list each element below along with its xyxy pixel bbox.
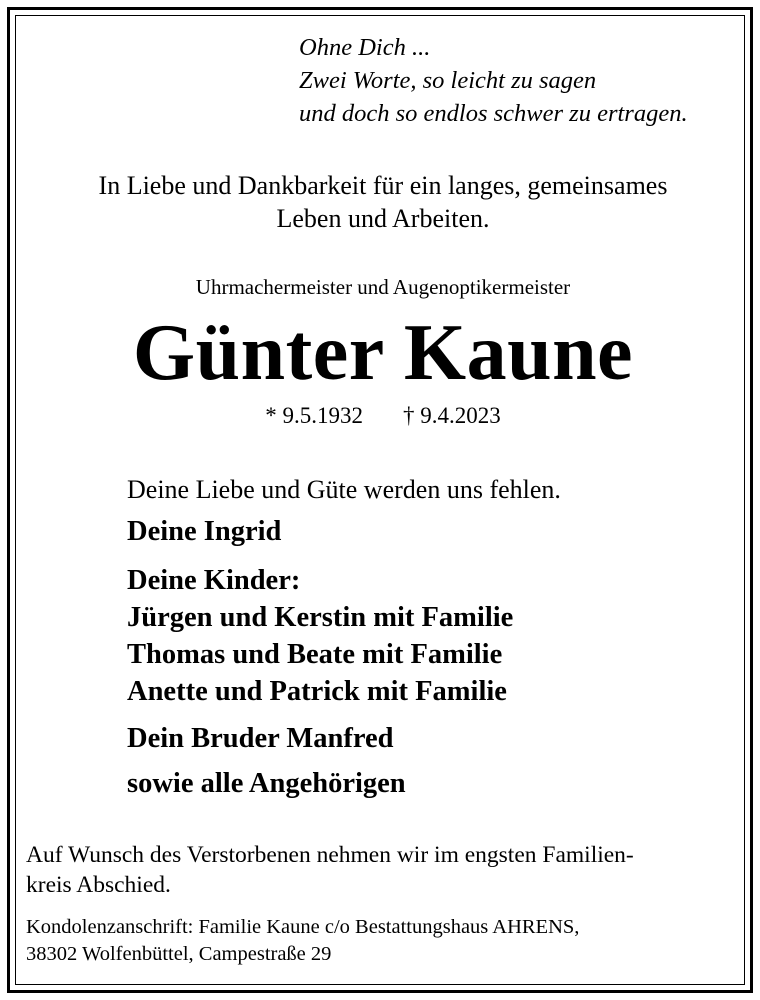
condolence-address-line-1: Kondolenzanschrift: Familie Kaune c/o Bestattungshaus AHRENS, [26, 916, 580, 938]
child-family-3: Anette und Patrick mit Familie [127, 676, 507, 707]
intro-line-2: Leben und Arbeiten. [276, 204, 490, 233]
farewell-text: Deine Liebe und Güte werden uns fehlen. [127, 475, 561, 504]
verse-line-3: und doch so endlos schwer zu ertragen. [299, 100, 688, 127]
birth-date: * 9.5.1932 [265, 403, 363, 428]
life-dates [10, 403, 756, 429]
funeral-notice-line-2: kreis Abschied. [26, 872, 171, 898]
funeral-notice-line-1: Auf Wunsch des Verstorbenen nehmen wir im engsten Familien- [26, 842, 634, 868]
children-block [127, 562, 513, 710]
child-family-2: Thomas und Beate mit Familie [127, 639, 503, 670]
mourner-brother: Dein Bruder Manfred [127, 723, 394, 754]
funeral-notice [26, 840, 746, 900]
death-date: † 9.4.2023 [403, 403, 501, 428]
intro-line-1: In Liebe und Dankbarkeit für ein langes, gemeinsames [98, 171, 668, 200]
obituary-frame [7, 7, 753, 993]
condolence-address-line-2: 38302 Wolfenbüttel, Campestraße 29 [26, 943, 332, 965]
deceased-name: Günter Kaune [132, 309, 634, 397]
children-heading: Deine Kinder: [127, 565, 301, 596]
condolence-address [26, 914, 746, 968]
profession-title: Uhrmachermeister und Augenoptikermeister [195, 275, 571, 299]
verse-line-2: Zwei Worte, so leicht zu sagen [299, 67, 597, 94]
mourner-others: sowie alle Angehörigen [127, 768, 406, 799]
child-family-1: Jürgen und Kerstin mit Familie [127, 602, 514, 633]
verse-line-1: Ohne Dich ... [299, 34, 431, 61]
mourner-wife: Deine Ingrid [127, 516, 282, 547]
